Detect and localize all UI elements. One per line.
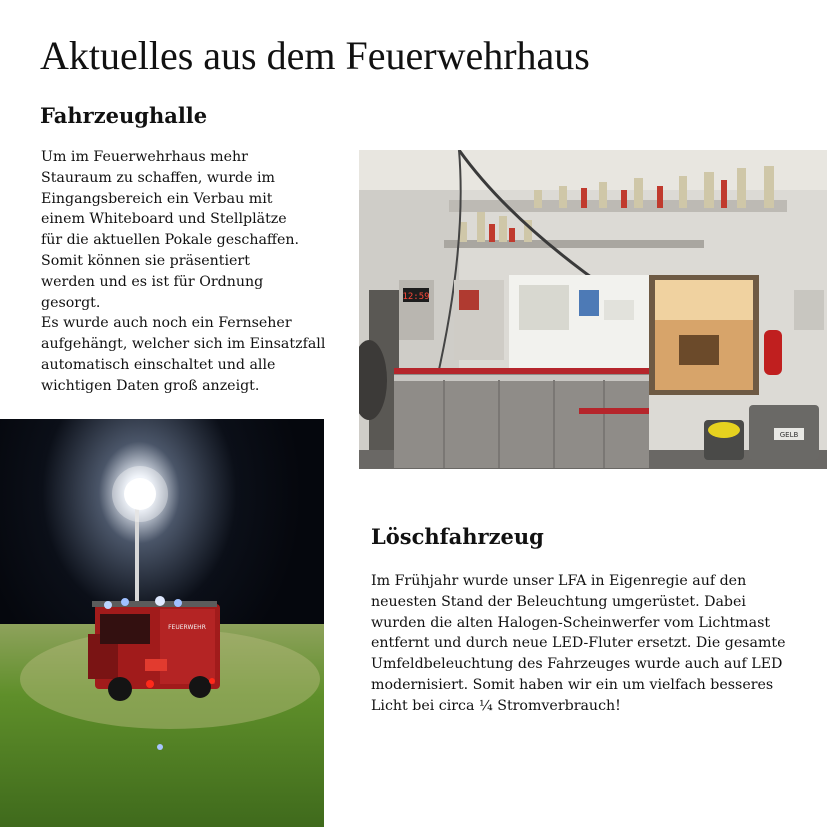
paragraph-line: Es wurde auch noch ein Fernseher [41, 315, 292, 332]
paragraph-line: neuesten Stand der Beleuchtung umgerüstet. Dabei [371, 593, 746, 610]
section-heading-loeschfahrzeug: Löschfahrzeug [371, 524, 544, 549]
paragraph-line: Somit können sie präsentiert [41, 252, 250, 269]
paragraph-line: automatisch einschaltet und alle [41, 356, 276, 373]
paragraph-line: wichtigen Daten groß anzeigt. [41, 377, 260, 394]
photo-fahrzeughalle-interior [359, 150, 827, 469]
paragraph-line: für die aktuellen Pokale geschaffen. [41, 232, 300, 249]
paragraph-line: Im Frühjahr wurde unser LFA in Eigenregie auf den [371, 573, 747, 589]
paragraph-line: wurden die alten Halogen-Scheinwerfer vom Lichtmast [371, 614, 771, 631]
section-heading-fahrzeughalle: Fahrzeughalle [40, 103, 208, 128]
paragraph-line: Umfeldbeleuchtung des Fahrzeuges wurde auch auf LED [371, 656, 783, 673]
paragraph-line: Stauraum zu schaffen, wurde im [41, 169, 275, 186]
paragraph-line: Eingangsbereich ein Verbau mit [41, 190, 273, 207]
paragraph-line: aufgehängt, welcher sich im Einsatzfall [41, 336, 326, 353]
paragraph-line: einem Whiteboard und Stellplätze [41, 211, 287, 228]
paragraph-line: Um im Feuerwehrhaus mehr [41, 149, 248, 165]
paragraph-line: gesorgt. [41, 294, 101, 311]
paragraph-line: entfernt und durch neue LED-Fluter ersetzt. Die gesamte [371, 635, 786, 652]
paragraph-line: modernisiert. Somit haben wir ein um vielfach besseres [371, 676, 774, 693]
paragraph-fahrzeughalle [41, 147, 325, 397]
photo-loeschfahrzeug-night [0, 419, 324, 827]
page-title: Aktuelles aus dem Feuerwehrhaus [40, 33, 590, 78]
paragraph-line: Licht bei circa ¼ Stromverbrauch! [371, 697, 621, 714]
truck-door-label: FEUERWEHR [168, 624, 206, 631]
hall-bin-sign: GELB [779, 431, 799, 439]
paragraph-loeschfahrzeug [371, 571, 786, 717]
paragraph-line: werden und es ist für Ordnung [41, 273, 264, 290]
hall-display-time: 12:59 [402, 292, 430, 302]
